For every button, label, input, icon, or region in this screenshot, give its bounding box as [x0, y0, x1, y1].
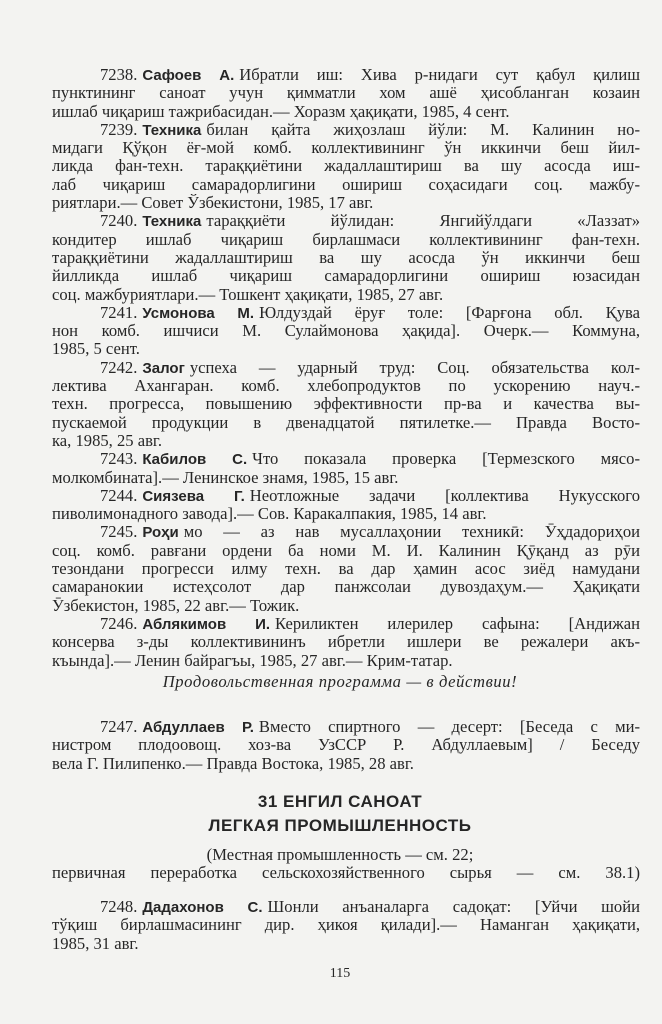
subsection-title: Продовольственная программа — в действии! — [162, 672, 518, 691]
entry-text: Неотложные задачи [коллектива Нукусского — [249, 486, 640, 505]
entry-author: Техника — [142, 121, 202, 139]
entry-text: Юлдуздай ёруғ толе: [Фарғона обл. Қува — [259, 303, 640, 322]
entry-text: техн. прогресса, повышению эффективности пр-ва и качества вы- — [52, 395, 640, 414]
entry-line — [52, 66, 640, 84]
entry-line — [52, 157, 640, 175]
bibliography-entry — [52, 359, 640, 450]
entry-number: 7240. — [100, 212, 138, 231]
bibliography-entry — [52, 66, 640, 121]
entry-line — [52, 487, 640, 505]
bibliography-entry — [52, 212, 640, 303]
entry-number: 7248. — [100, 898, 138, 916]
entry-text: Шонли анъаналарга садоқат: [Уйчи шойи — [267, 898, 640, 916]
entry-line — [52, 414, 640, 432]
entries-group-2 — [52, 718, 640, 773]
entry-text: тўқиш бирлашмасининг дир. ҳикоя қилади].— Наманган ҳақиқати, — [52, 916, 640, 935]
entry-text: Ӯзбекистон, 1985, 22 авг.— Тожик. — [52, 596, 300, 615]
entry-line — [52, 450, 640, 468]
bibliography-entry — [52, 487, 640, 524]
entry-text: къында].— Ленин байрагъы, 1985, 27 авг.— Крим-татар. — [52, 651, 453, 670]
entry-text: соц. комб. равғани ордени ба номи М. И. Калинин Қӯқанд аз рӯи — [52, 541, 640, 560]
entry-line — [52, 523, 640, 541]
entry-line — [52, 597, 640, 615]
entry-text: лектива Ахангаран. комб. хлебопродуктов по ускорению науч.- — [52, 377, 640, 396]
entry-number: 7244. — [100, 486, 138, 505]
entry-line — [52, 898, 640, 916]
entry-line — [52, 432, 640, 450]
entry-number: 7238. — [100, 66, 138, 84]
entry-text: Что показала проверка [Термезского мясо- — [252, 450, 640, 469]
entry-text: билан қайта жиҳозлаш йўли: М. Калинин но- — [206, 120, 640, 139]
entry-line — [52, 633, 640, 651]
section-note-line1: (Местная промышленность — см. 22; — [206, 845, 474, 864]
entry-text: пунктининг саноат учун қимматли хом ашё ҳисобланган козаин — [52, 84, 640, 103]
entry-line — [52, 359, 640, 377]
entry-author: Кабилов С. — [142, 451, 248, 469]
entry-text: ишлаб чиқариш тажрибасидан.— Хоразм ҳақиқати, 1985, 4 сент. — [52, 102, 510, 121]
entry-text: успеха — ударный труд: Соц. обязательства кол- — [189, 358, 640, 377]
entry-line — [52, 103, 640, 121]
entry-text: кондитер ишлаб чиқариш бирлашмаси коллективининг фан-техн. — [52, 230, 640, 249]
entry-author: Техника — [142, 213, 202, 231]
entry-line — [52, 718, 640, 736]
entries-group-3 — [52, 898, 640, 953]
entry-text: ликда фан-техн. тараққиётини жадаллаштириш ва шу асосда иш- — [52, 157, 640, 176]
entry-line — [52, 578, 640, 596]
entry-text: лаб чиқариш самарадорлигини ошириш соҳасидаги соц. мажбу- — [52, 175, 640, 194]
entry-line — [52, 469, 640, 487]
entry-line — [52, 304, 640, 322]
entry-line — [52, 212, 640, 230]
entry-line — [52, 377, 640, 395]
entry-text: мо — аз нав мусаллаҳонии техникӣ: Ӯҳдадориҳои — [183, 523, 640, 542]
bibliography-entry — [52, 615, 640, 670]
entry-author: Дадахонов С. — [142, 899, 263, 916]
entry-author: Сафоев А. — [142, 67, 235, 84]
entry-text: риятлари.— Совет Ўзбекистони, 1985, 17 авг. — [52, 194, 374, 213]
entry-author: Усмонова М. — [142, 304, 255, 322]
entry-author: Сиязева Г. — [142, 487, 245, 505]
entry-text: тараққиётини жадаллаштириш ва шу асосда ўн иккинчи беш — [52, 248, 640, 267]
entry-number: 7247. — [100, 718, 138, 736]
entry-text: соц. мажбуриятлари.— Тошкент ҳақиқати, 1985, 27 авг. — [52, 285, 444, 304]
entry-text: мидаги Қўқон ёғ-мой комб. коллективининг ўн иккинчи беш йил- — [52, 139, 640, 158]
entry-line — [52, 916, 640, 934]
entry-line — [52, 395, 640, 413]
bibliography-entry — [52, 523, 640, 614]
entry-text: нистром плодоовощ. хоз-ва УзССР Р. Абдуллаевым] / Беседу — [52, 736, 640, 755]
entry-line — [52, 560, 640, 578]
entry-line — [52, 139, 640, 157]
note-line: первичная переработка сельскохозяйственного сырья — см. 38.1) — [52, 864, 640, 882]
entry-author: Залог — [142, 359, 185, 377]
entry-line — [52, 340, 640, 358]
entry-text: Вместо спиртного — десерт: [Беседа с ми- — [258, 718, 640, 736]
entry-number: 7243. — [100, 450, 138, 469]
entry-line — [52, 286, 640, 304]
entry-line — [52, 249, 640, 267]
entry-line — [52, 542, 640, 560]
entry-text: вела Г. Пилипенко.— Правда Востока, 1985, 28 авг. — [52, 754, 414, 773]
entry-text: самаранокии истеҳсолот дар панжсолаи дувоздаҳум.— Ҳақиқати — [52, 578, 640, 597]
page-number: 115 — [329, 966, 351, 981]
entry-line — [52, 84, 640, 102]
entry-number: 7245. — [100, 523, 138, 542]
entry-line — [52, 615, 640, 633]
entry-text: пускаемой продукции в двенадцатой пятилетке.— Правда Восто- — [52, 413, 640, 432]
entry-line — [52, 755, 640, 773]
entry-line — [52, 194, 640, 212]
entry-text: ка, 1985, 25 авг. — [52, 431, 162, 450]
entry-text: йилликда ишлаб чиқариш самарадорлигини ошириш юзасидан — [52, 267, 640, 286]
bibliography-entry — [52, 304, 640, 359]
entries-group-1 — [52, 66, 640, 670]
entry-text: консерва з-ды коллективининъ ибретли ишлери ве режалери акъ- — [52, 633, 640, 652]
entry-text: тезондани прогресси илму техн. ва дар ҳамин асос зиёд намудани — [52, 560, 640, 579]
entry-text: пиволимонадного завода].— Сов. Каракалпакия, 1985, 14 авг. — [52, 505, 487, 524]
bibliography-entry — [52, 898, 640, 953]
section-title-ru: ЛЕГКАЯ ПРОМЫШЛЕННОСТЬ — [208, 816, 472, 835]
section-title-uz: 31 ЕНГИЛ САНОАТ — [257, 792, 423, 811]
entry-author: Абдуллаев Р. — [142, 719, 254, 736]
entry-line — [52, 652, 640, 670]
entry-author: Аблякимов И. — [142, 615, 271, 633]
bibliography-entry — [52, 121, 640, 212]
entry-line — [52, 736, 640, 754]
entry-number: 7246. — [100, 614, 138, 633]
bibliography-entry — [52, 450, 640, 487]
entry-text: 1985, 31 авг. — [52, 934, 139, 953]
entry-line — [52, 505, 640, 523]
entry-line — [52, 935, 640, 953]
entry-text: молкомбината].— Ленинское знамя, 1985, 15 авг. — [52, 468, 399, 487]
entry-author: Роҳи — [142, 524, 179, 542]
section-note-line2 — [52, 864, 640, 882]
entry-number: 7239. — [100, 120, 138, 139]
bibliography-entry — [52, 718, 640, 773]
entry-text: Ибратли иш: Хива р-нидаги сут қабул қилиш — [239, 66, 640, 84]
entry-number: 7242. — [100, 358, 138, 377]
entry-text: нон комб. ишчиси М. Сулаймонова ҳақида]. Очерк.— Коммуна, — [52, 322, 640, 341]
entry-line — [52, 176, 640, 194]
entry-line — [52, 322, 640, 340]
entry-line — [52, 121, 640, 139]
entry-text: тараққиёти йўлидан: Янгийўлдаги «Лаззат» — [206, 212, 640, 231]
entry-line — [52, 231, 640, 249]
entry-text: Кериликтен илерилер сафына: [Андижан — [275, 614, 640, 633]
entry-text: 1985, 5 сент. — [52, 340, 140, 359]
entry-number: 7241. — [100, 303, 138, 322]
entry-line — [52, 267, 640, 285]
